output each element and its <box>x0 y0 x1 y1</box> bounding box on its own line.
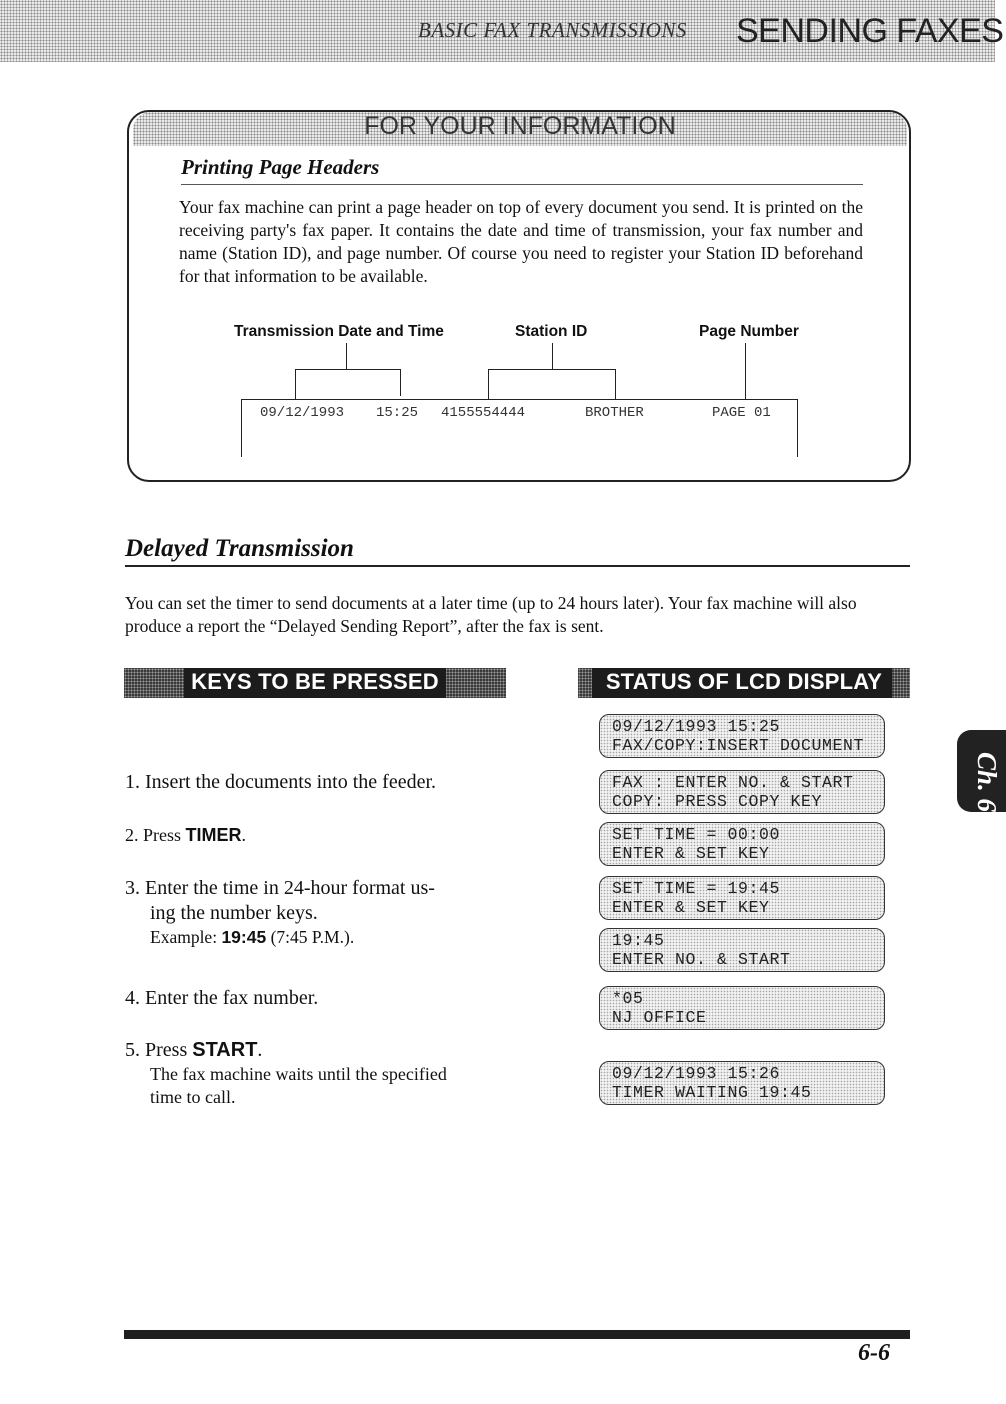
info-box-subtitle: Printing Page Headers <box>181 155 380 179</box>
step-text: Insert the documents into the feeder. <box>145 771 437 793</box>
label-station-id: Station ID <box>515 323 588 340</box>
keys-banner <box>124 668 506 698</box>
step-4 <box>125 986 515 1011</box>
lcd-display <box>599 876 885 920</box>
lcd-line-2: TIMER WAITING 19:45 <box>612 1083 812 1102</box>
step-note-line: time to call. <box>150 1087 236 1107</box>
header-chapter-title: SENDING FAXES <box>736 12 1004 50</box>
info-box-title: FOR YOUR INFORMATION <box>364 112 676 140</box>
info-divider <box>181 184 863 185</box>
status-heading: STATUS OF LCD DISPLAY <box>605 669 883 694</box>
leader-line <box>488 369 616 370</box>
leader-line <box>552 343 553 370</box>
keys-heading: KEYS TO BE PRESSED <box>191 669 439 694</box>
section-title: Delayed Transmission <box>125 535 354 562</box>
lcd-line-1: 09/12/1993 15:26 <box>612 1064 781 1083</box>
page-header-edge <box>797 399 798 457</box>
chapter-tab <box>957 730 1006 812</box>
lcd-line-1: SET TIME = 00:00 <box>612 825 781 844</box>
leader-line <box>400 369 401 396</box>
sample-date: 09/12/1993 <box>260 405 345 421</box>
step-2 <box>125 823 515 848</box>
leader-line <box>295 369 401 370</box>
leader-line <box>295 369 296 399</box>
step-text-continued: ing the number keys. <box>150 902 318 924</box>
step-suffix: . <box>241 825 247 845</box>
step-suffix: . <box>257 1039 263 1061</box>
leader-line <box>488 369 489 399</box>
lcd-display <box>599 714 885 758</box>
lcd-line-2: ENTER & SET KEY <box>612 844 770 863</box>
lcd-line-1: *05 <box>612 989 644 1008</box>
step-text: Press <box>145 1039 193 1061</box>
step-number: 3. <box>125 877 140 899</box>
lcd-line-1: 09/12/1993 15:25 <box>612 717 781 736</box>
lcd-line-1: FAX : ENTER NO. & START <box>612 773 854 792</box>
page-number: 6-6 <box>858 1340 890 1366</box>
lcd-line-2: FAX/COPY:INSERT DOCUMENT <box>612 736 865 755</box>
header-section-label: BASIC FAX TRANSMISSIONS <box>418 18 687 42</box>
step-number: 2. <box>125 825 139 845</box>
chapter-tab-label: Ch. 6 <box>972 752 1002 813</box>
lcd-display <box>599 986 885 1030</box>
page-header-edge <box>241 399 242 457</box>
step-5 <box>125 1038 515 1109</box>
section-intro: You can set the timer to send documents at a later time (up to 24 hours later). Your fax machine will also produce a report the “Delayed Sending Report”, after the fax is sent. <box>125 593 857 636</box>
sample-time: 15:25 <box>376 405 419 421</box>
sample-station-name: BROTHER <box>585 405 644 421</box>
sample-fax-number: 4155554444 <box>441 405 526 421</box>
footer-bar <box>124 1330 910 1339</box>
note-prefix: Example: <box>150 927 222 947</box>
key-timer: TIMER <box>185 825 242 845</box>
lcd-display <box>599 928 885 972</box>
lcd-line-2: COPY: PRESS COPY KEY <box>612 792 823 811</box>
step-number: 4. <box>125 987 140 1009</box>
leader-line <box>745 343 746 399</box>
info-box-body: Your fax machine can print a page header on top of every document you send. It is printed on the receiving party's fax paper. It contains the date and time of transmission, your fax number and name (Station ID), and page number. Of course you need to register your Station ID beforehand for that information to be available. <box>179 197 863 286</box>
note-suffix: (7:45 P.M.). <box>266 927 355 947</box>
step-note-line: The fax machine waits until the specified <box>150 1064 447 1084</box>
lcd-line-1: SET TIME = 19:45 <box>612 879 781 898</box>
lcd-line-2: NJ OFFICE <box>612 1008 707 1027</box>
section-divider <box>125 565 910 567</box>
key-example-time: 19:45 <box>221 927 267 947</box>
lcd-display <box>599 822 885 866</box>
step-note <box>125 926 515 948</box>
lcd-display <box>599 1061 885 1105</box>
lcd-line-2: ENTER NO. & START <box>612 950 791 969</box>
step-number: 5. <box>125 1039 140 1061</box>
leader-line <box>615 369 616 399</box>
step-text: Enter the time in 24-hour format us- <box>145 877 435 899</box>
page-header-edge <box>241 399 798 400</box>
status-banner <box>578 668 910 698</box>
lcd-line-1: 19:45 <box>612 931 665 950</box>
leader-line <box>346 343 347 370</box>
key-start: START <box>192 1039 258 1061</box>
step-3 <box>125 876 515 948</box>
sample-page: PAGE 01 <box>712 405 771 421</box>
label-page-number: Page Number <box>699 323 799 340</box>
step-number: 1. <box>125 771 140 793</box>
step-1 <box>125 770 515 795</box>
step-text: Enter the fax number. <box>145 987 319 1009</box>
step-text: Press <box>143 825 186 845</box>
lcd-line-2: ENTER & SET KEY <box>612 898 770 917</box>
lcd-display <box>599 770 885 814</box>
label-transmission-date: Transmission Date and Time <box>234 323 444 340</box>
